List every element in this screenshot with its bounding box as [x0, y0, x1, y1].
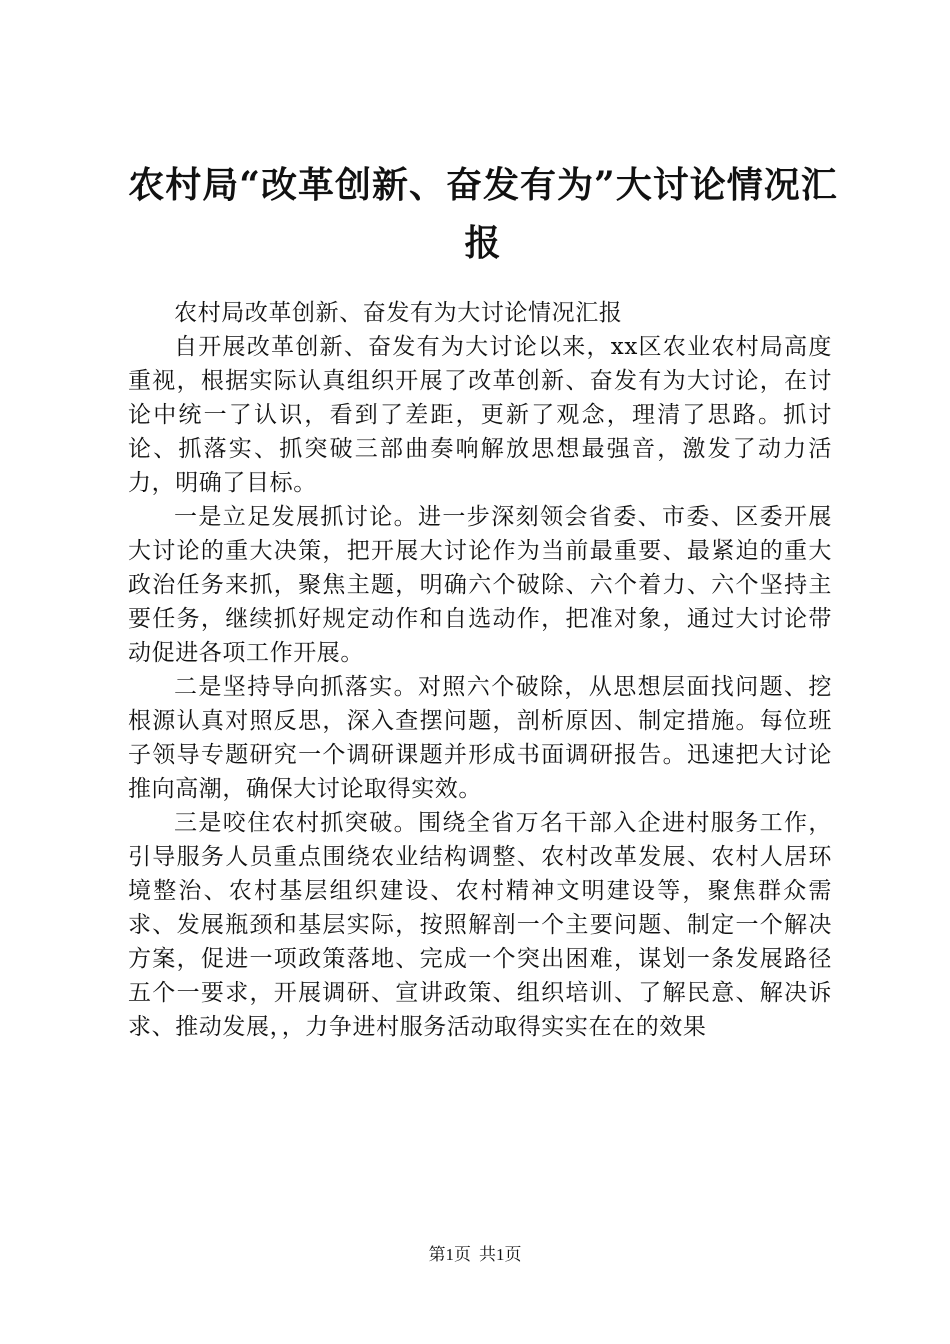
- paragraph-implementation: 二是坚持导向抓落实。对照六个破除，从思想层面找问题、挖根源认真对照反思，深入查摆问题，剖析原因、制定措施。每位班子领导专题研究一个调研课题并形成书面调研报告。迅速把大讨论推向高潮，确保大讨论取得实效。: [128, 674, 832, 802]
- page-total: 共1页: [479, 1245, 522, 1264]
- document-body: [128, 296, 832, 1044]
- paragraph-intro: 自开展改革创新、奋发有为大讨论以来，xx区农业农村局高度重视，根据实际认真组织开展了改革创新、奋发有为大讨论，在讨论中统一了认识，看到了差距，更新了观念，理清了思路。抓讨论、抓落实、抓突破三部曲奏响解放思想最强音，激发了动力活力，明确了目标。: [128, 334, 832, 496]
- paragraph-discussion: 一是立足发展抓讨论。进一步深刻领会省委、市委、区委开展大讨论的重大决策，把开展大讨论作为当前最重要、最紧迫的重大政治任务来抓，聚焦主题，明确六个破除、六个着力、六个坚持主要任务，继续抓好规定动作和自选动作，把准对象，通过大讨论带动促进各项工作开展。: [128, 504, 832, 666]
- page-footer: [0, 1244, 950, 1266]
- paragraph-breakthrough: 三是咬住农村抓突破。围绕全省万名干部入企进村服务工作，引导服务人员重点围绕农业结构调整、农村改革发展、农村人居环境整治、农村基层组织建设、农村精神文明建设等，聚焦群众需求、发展瓶颈和基层实际，按照解剖一个主要问题、制定一个解决方案，促进一项政策落地、完成一个突出困难，谋划一条发展路径五个一要求，开展调研、宣讲政策、组织培训、了解民意、解决诉求、推动发展，，力争进村服务活动取得实实在在的效果: [128, 810, 832, 1040]
- paragraph-subtitle: 农村局改革创新、奋发有为大讨论情况汇报: [174, 300, 623, 326]
- document-title: 农村局“改革创新、奋发有为”大讨论情况汇报: [128, 164, 838, 264]
- page-number: 第1页: [428, 1245, 471, 1264]
